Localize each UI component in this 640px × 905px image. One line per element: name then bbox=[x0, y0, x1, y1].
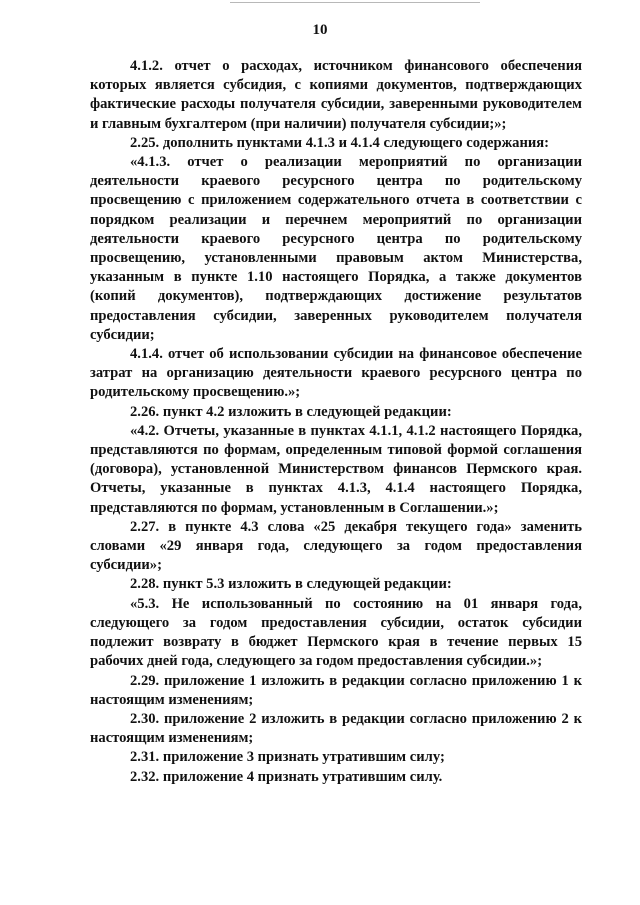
document-body bbox=[90, 57, 582, 787]
paragraph-2-29: 2.29. приложение 1 изложить в редакции согласно приложению 1 к настоящим изменениям; bbox=[90, 672, 582, 708]
paragraph-2-26: 2.26. пункт 4.2 изложить в следующей редакции: bbox=[130, 403, 452, 420]
paragraph-2-27: 2.27. в пункте 4.3 слова «25 декабря текущего года» заменить словами «29 января года, следующего за годом предоставления субсидии»; bbox=[90, 518, 582, 574]
paragraph-2-31: 2.31. приложение 3 признать утратившим силу; bbox=[130, 749, 445, 766]
paragraph-2-25: 2.25. дополнить пунктами 4.1.3 и 4.1.4 следующего содержания: bbox=[130, 134, 550, 151]
paragraph-4-1-4: 4.1.4. отчет об использовании субсидии на финансовое обеспечение затрат на организацию деятельности краевого ресурсного центра по родительскому просвещению.»; bbox=[90, 346, 582, 401]
paragraph-4-2: «4.2. Отчеты, указанные в пунктах 4.1.1, 4.1.2 настоящего Порядка, представляются по формам, определенным типовой формой соглашения (договора), установленной Министерством финансов Пермского края. Отчеты, указанные в пунктах 4.1.3, 4.1.4 настоящего Порядка, представляются по формам, установленным в Соглашении.»; bbox=[90, 422, 582, 516]
paragraph-5-3: «5.3. Не использованный по состоянию на 01 января года, следующего за годом предоставления субсидии, остаток субсидии подлежит возврату в бюджет Пермского края в течение первых 15 рабочих дней года, следующего за годом предоставления субсидии.»; bbox=[90, 595, 582, 670]
paragraph-2-28: 2.28. пункт 5.3 изложить в следующей редакции: bbox=[130, 576, 452, 593]
top-edge-line bbox=[230, 2, 480, 3]
paragraph-2-32: 2.32. приложение 4 признать утратившим силу. bbox=[130, 768, 443, 785]
paragraph-2-30: 2.30. приложение 2 изложить в редакции согласно приложению 2 к настоящим изменениям; bbox=[90, 710, 582, 747]
paragraph-4-1-2: 4.1.2. отчет о расходах, источником финансового обеспечения которых является субсидия, с копиями документов, подтверждающих фактические расходы получателя субсидии, заверенными руководителем и главным бухгалтером (при наличии) получателя субсидии;»; bbox=[90, 58, 582, 132]
paragraph-4-1-3: «4.1.3. отчет о реализации мероприятий по организации деятельности краевого ресурсного центра по родительскому просвещению с приложением содержательного отчета в соответствии с порядком реализации и перечнем мероприятий по организации деятельности краевого ресурсного центра по родительскому просвещению, установленными правовым актом Министерства, указанным в пункте 1.10 настоящего Порядка, а также документов (копий документов), подтверждающих достижение результатов предоставления субсидии, заверенных руководителем получателя субсидии; bbox=[90, 154, 582, 343]
page-number: 10 bbox=[312, 22, 328, 38]
